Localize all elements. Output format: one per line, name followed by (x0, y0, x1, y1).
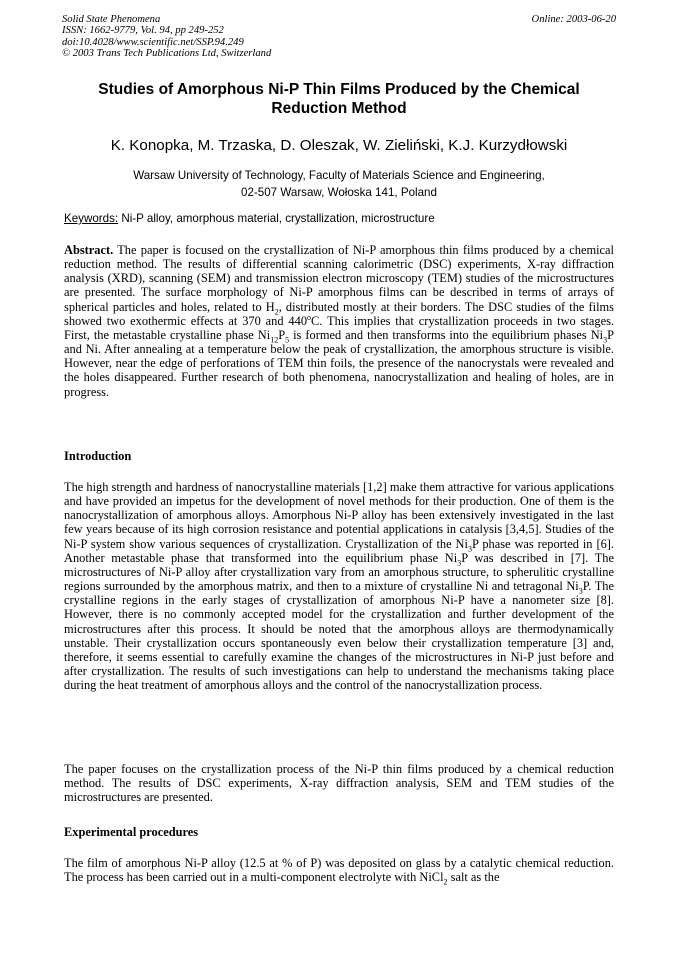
keywords-text: Ni-P alloy, amorphous material, crystallization, microstructure (118, 212, 435, 225)
doi-line[interactable]: doi:10.4028/www.scientific.net/SSP.94.249 (62, 36, 244, 48)
abstract-text-3: C. This implies that crystallization proceeds in two stages. First, the metastable crystalline phase Ni (64, 313, 614, 342)
exp-text-a: The film of amorphous Ni-P alloy (12.5 at % of P) was deposited on glass by a catalytic chemical reduction. The process has been carried out in a multi-component electrolyte with NiCl (64, 856, 614, 885)
subscript: 3 (467, 544, 472, 554)
issn-line: ISSN: 1662-9779, Vol. 94, pp 249-252 (62, 25, 224, 37)
affiliation-line-1: Warsaw University of Technology, Faculty of Materials Science and Engineering, (133, 169, 545, 182)
abstract-text-2: , distributed mostly at their borders. The DSC studies of the films showed two exothermic effects at 370 and 440 (64, 299, 614, 328)
section-heading-introduction: Introduction (64, 449, 132, 463)
subscript: 12 (270, 335, 279, 345)
subscript: 2 (443, 877, 448, 887)
author-list: K. Konopka, M. Trzaska, D. Oleszak, W. Zieliński, K.J. Kurzydłowski (110, 137, 568, 154)
introduction-paragraph-1 (64, 480, 614, 692)
intro-text-d: P. The crystalline regions in the early stages of crystallization of amorphous Ni-P have a nanometer size [8]. However, there is no commonly accepted model for the crystallization and further development of the microstructures after this process. It should be noted that the amorphous alloys are thermodynamically unstable. Their crystallization occurs spontaneously even below their crystallization temperature [3] and, therefore, it seems essential to carefully examine the changes of the microstructures in Ni-P just before and after crystallization. The results of such investigations can help to understand the mechanisms taking place during the heat treatment of amorphous alloys and the control of the nanocrystallization process. (64, 579, 614, 693)
abstract-text-p: P (278, 327, 286, 342)
intro-text-b: P phase was reported in [6]. Another metastable phase that transformed into the equilibrium phase Ni (64, 536, 614, 565)
keywords-label: Keywords: (64, 212, 119, 225)
online-date: Online: 2003-06-20 (531, 14, 616, 25)
superscript: o (307, 312, 312, 322)
affiliation-line-2: 02-507 Warsaw, Wołoska 141, Poland (241, 186, 437, 199)
subscript: 3 (457, 558, 462, 568)
abstract-text-1: The paper is focused on the crystallization of Ni-P amorphous thin films produced by a chemical reduction method. The results of differential scanning calorimetric (DSC) experiments, X-ray diffraction analysis (XRD), scanning (SEM) and transmission electron microscopy (TEM) studies of the microstructures are presented. The surface morphology of Ni-P amorphous films can be described in terms of arrays of spherical particles and holes, related to H (64, 243, 614, 314)
paper-title (64, 80, 614, 118)
journal-header (62, 14, 271, 60)
keywords (64, 212, 614, 226)
copyright-line: © 2003 Trans Tech Publications Ltd, Switzerland (62, 48, 272, 60)
abstract-label: Abstract. (64, 243, 114, 257)
subscript: 3 (603, 335, 608, 345)
intro-text-c: P was described in [7]. The microstructures of Ni-P alloy after crystallization vary from an amorphous structure, to spherulitic crystalline regions surrounded by the amorphous matrix, and then to a mixture of crystalline Ni and tetragonal Ni (64, 550, 615, 594)
abstract (64, 243, 614, 399)
intro-text-a: The high strength and hardness of nanocrystalline materials [1,2] make them attractive for various applications and have provided an impetus for the development of novel methods for their production. One of them is the nanocrystallization of amorphous alloys. Amorphous Ni-P alloy has been extensively investigated in the last few years because of its high corrosion resistance and potential applications in catalysis [3,4,5]. Studies of the Ni-P system show various sequences of crystallization. Crystallization of the Ni (64, 480, 614, 551)
subscript: 2 (274, 307, 279, 317)
introduction-paragraph-2: The paper focuses on the crystallization process of the Ni-P thin films produced by a chemical reduction method. The results of DSC experiments, X-ray diffraction analysis, SEM and TEM studies of the microstructures are presented. (64, 762, 614, 805)
journal-name: Solid State Phenomena (62, 14, 161, 25)
title-line-1: Studies of Amorphous Ni-P Thin Films Produced by the Chemical (98, 81, 580, 98)
section-heading-experimental: Experimental procedures (64, 825, 199, 839)
affiliation (64, 167, 614, 201)
subscript: 3 (578, 586, 583, 596)
title-line-2: Reduction Method (271, 100, 407, 117)
subscript: 5 (285, 335, 290, 345)
exp-text-b: salt as the (447, 870, 500, 885)
experimental-paragraph-1 (64, 856, 614, 887)
abstract-text-4: is formed and then transforms into the equilibrium phases Ni (289, 327, 604, 342)
abstract-text-5: P and Ni. After annealing at a temperature below the peak of crystallization, the amorphous structure is visible. However, near the edge of perforations of TEM thin foils, the presence of the nanocrystals were revealed and the holes disappeared. Further research of both phenomena, nanocrystallization and healing of holes, are in progress. (64, 327, 615, 399)
